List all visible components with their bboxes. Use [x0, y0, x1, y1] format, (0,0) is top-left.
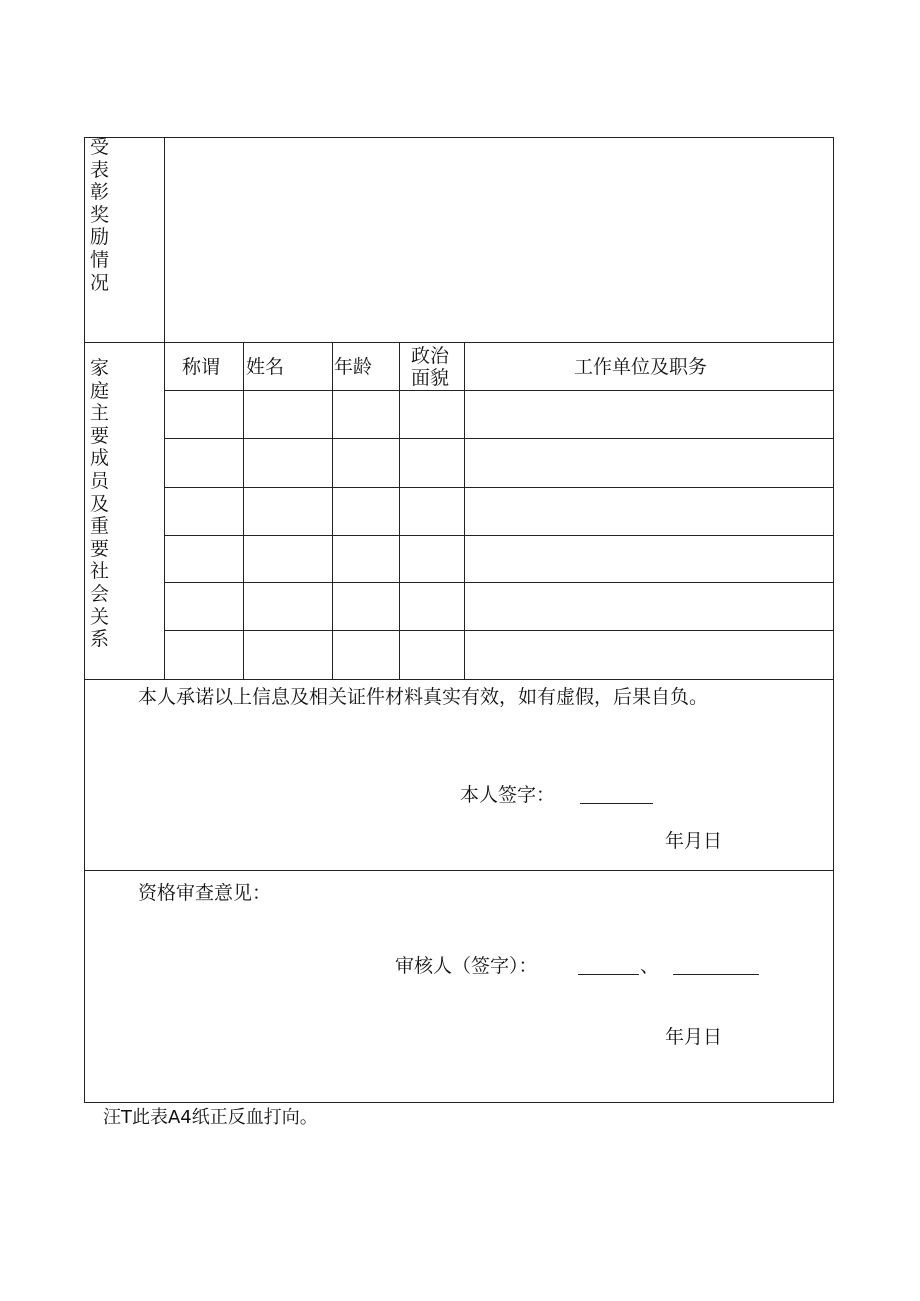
table-row	[164, 488, 834, 535]
header-work: 工作单位及职务	[574, 356, 708, 378]
table-row	[164, 583, 834, 630]
family-label: 家庭主要成员及重要社会关系	[90, 357, 110, 651]
reviewer-signature-line-1[interactable]	[578, 974, 639, 975]
row-divider-family-bottom	[84, 679, 834, 680]
header-relation: 称谓	[182, 356, 221, 378]
table-row	[164, 536, 834, 582]
pledge-statement: 本人承诺以上信息及相关证件材料真实有效，如有虚假，后果自负。	[138, 686, 709, 708]
reviewer-label: 审核人（签字）：	[395, 955, 538, 977]
table-row	[164, 439, 834, 487]
header-name: 姓名	[246, 356, 285, 378]
row-divider-awards-bottom	[84, 342, 834, 343]
awards-label: 受表彰奖励情况	[90, 136, 110, 294]
reviewer-separator: 、	[640, 955, 660, 977]
awards-content-field[interactable]	[166, 139, 832, 341]
table-row	[164, 631, 834, 679]
review-title: 资格审查意见：	[138, 882, 272, 904]
pledge-signature-line[interactable]	[580, 803, 653, 804]
header-political-line2: 面貌	[411, 367, 450, 389]
row-divider-pledge-bottom	[84, 870, 834, 871]
header-political-line1: 政治	[411, 345, 450, 367]
pledge-date-label: 年月日	[665, 830, 723, 852]
pledge-signature-label: 本人签字：	[460, 784, 556, 806]
review-date-label: 年月日	[665, 1026, 723, 1048]
table-row	[164, 391, 834, 438]
header-age: 年龄	[334, 356, 373, 378]
reviewer-signature-line-2[interactable]	[673, 974, 759, 975]
footnote: 汪T此表A4纸正反血打向。	[103, 1107, 318, 1128]
